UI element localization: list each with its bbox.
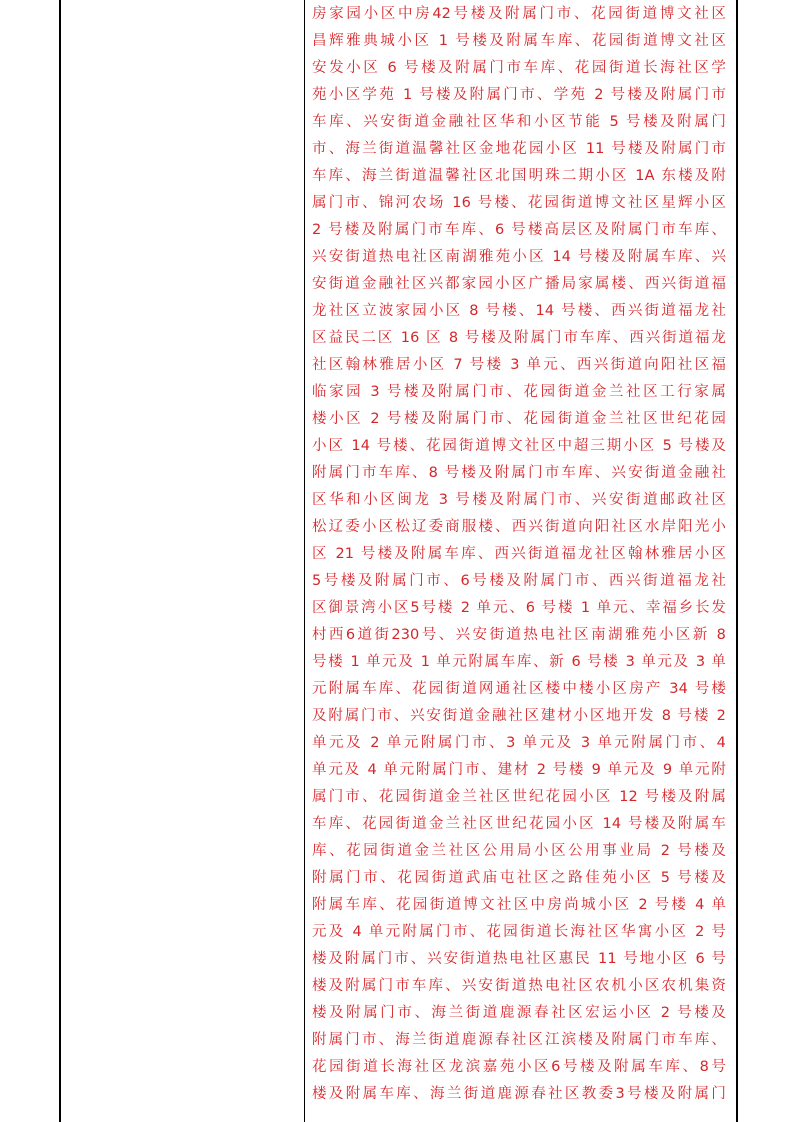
text-line: 附属门市车库、8 号楼及附属门市车库、兴安街道金融社 — [312, 465, 726, 481]
text-line: 区华和小区闽龙 3 号楼及附属门市、兴安街道邮政社区 — [312, 492, 726, 508]
text-line: 苑小区学苑 1 号楼及附属门市、学苑 2 号楼及附属门市 — [312, 87, 726, 103]
text-line: 市、海兰街道温馨社区金地花园小区 11 号楼及附属门市 — [312, 141, 726, 157]
text-line: 元附属车库、花园街道网通社区楼中楼小区房产 34 号楼 — [312, 681, 726, 697]
text-line: 小区 14 号楼、花园街道博文社区中超三期小区 5 号楼及 — [312, 438, 726, 454]
text-line: 附属车库、花园街道博文社区中房尚城小区 2 号楼 4 单 — [312, 897, 726, 913]
text-line: 及附属门市、兴安街道金融社区建材小区地开发 8 号楼 2 — [312, 708, 726, 724]
text-line: 区御景湾小区5号楼 2 单元、6 号楼 1 单元、幸福乡长发 — [312, 600, 726, 616]
text-line: 5号楼及附属门市、6号楼及附属门市、西兴街道福龙社 — [312, 573, 726, 589]
text-line: 2 号楼及附属门市车库、6 号楼高层区及附属门市车库、 — [312, 222, 726, 238]
text-line: 龙社区立波家园小区 8 号楼、14 号楼、西兴街道福龙社 — [312, 303, 726, 319]
text-line: 村西6道街230号、兴安街道热电社区南湖雅苑小区新 8 — [312, 627, 726, 643]
text-line: 楼小区 2 号楼及附属门市、花园街道金兰社区世纪花园 — [312, 411, 726, 427]
text-line: 属门市、花园街道金兰社区世纪花园小区 12 号楼及附属 — [312, 789, 726, 805]
text-line: 楼及附属门市、兴安街道热电社区惠民 11 号地小区 6 号 — [312, 951, 726, 967]
text-line: 元及 4 单元附属门市、花园街道长海社区华寓小区 2 号 — [312, 924, 726, 940]
text-line: 楼及附属门市车库、兴安街道热电社区农机小区农机集资 — [312, 978, 726, 994]
text-line: 附属门市、花园街道武庙屯社区之路佳苑小区 5 号楼及 — [312, 870, 726, 886]
text-line: 单元及 4 单元附属门市、建材 2 号楼 9 单元及 9 单元附 — [312, 762, 726, 778]
text-line: 松辽委小区松辽委商服楼、西兴街道向阳社区水岸阳光小 — [312, 519, 726, 535]
text-line: 附属门市、海兰街道鹿源春社区江滨楼及附属门市车库、 — [312, 1032, 726, 1048]
text-line: 兴安街道热电社区南湖雅苑小区 14 号楼及附属车库、兴 — [312, 249, 726, 265]
text-line: 车库、海兰街道温馨社区北国明珠二期小区 1A 东楼及附 — [312, 168, 726, 184]
text-line: 区 21 号楼及附属车库、西兴街道福龙社区翰林雅居小区 — [312, 546, 726, 562]
text-line: 昌辉雅典城小区 1 号楼及附属车库、花园街道博文社区 — [312, 33, 726, 49]
text-line: 临家园 3 号楼及附属门市、花园街道金兰社区工行家属 — [312, 384, 726, 400]
text-line: 安发小区 6 号楼及附属门市车库、花园街道长海社区学 — [312, 60, 726, 76]
text-line: 花园街道长海社区龙滨嘉苑小区6号楼及附属车库、8号 — [312, 1059, 726, 1075]
text-line: 车库、兴安街道金融社区华和小区节能 5 号楼及附属门 — [312, 114, 726, 130]
text-line: 车库、花园街道金兰社区世纪花园小区 14 号楼及附属车 — [312, 816, 726, 832]
text-line: 单元及 2 单元附属门市、3 单元及 3 单元附属门市、4 — [312, 735, 726, 751]
text-line: 房家园小区中房42号楼及附属门市、花园街道博文社区 — [312, 6, 726, 22]
text-line: 号楼 1 单元及 1 单元附属车库、新 6 号楼 3 单元及 3 单 — [312, 654, 726, 670]
text-line: 楼及附属车库、海兰街道鹿源春社区教委3号楼及附属门 — [312, 1086, 726, 1102]
text-line: 区益民二区 16 区 8 号楼及附属门市车库、西兴街道福龙 — [312, 330, 726, 346]
text-line: 属门市、锦河农场 16 号楼、花园街道博文社区星辉小区 — [312, 195, 726, 211]
column-divider — [304, 0, 305, 1122]
text-line: 楼及附属门市、海兰街道鹿源春社区宏运小区 2 号楼及 — [312, 1005, 726, 1021]
text-line: 社区翰林雅居小区 7 号楼 3 单元、西兴街道向阳社区福 — [312, 357, 726, 373]
text-line: 安街道金融社区兴都家园小区广播局家属楼、西兴街道福 — [312, 276, 726, 292]
address-list-cell — [312, 1, 726, 1108]
text-line: 库、花园街道金兰社区公用局小区公用事业局 2 号楼及 — [312, 843, 726, 859]
